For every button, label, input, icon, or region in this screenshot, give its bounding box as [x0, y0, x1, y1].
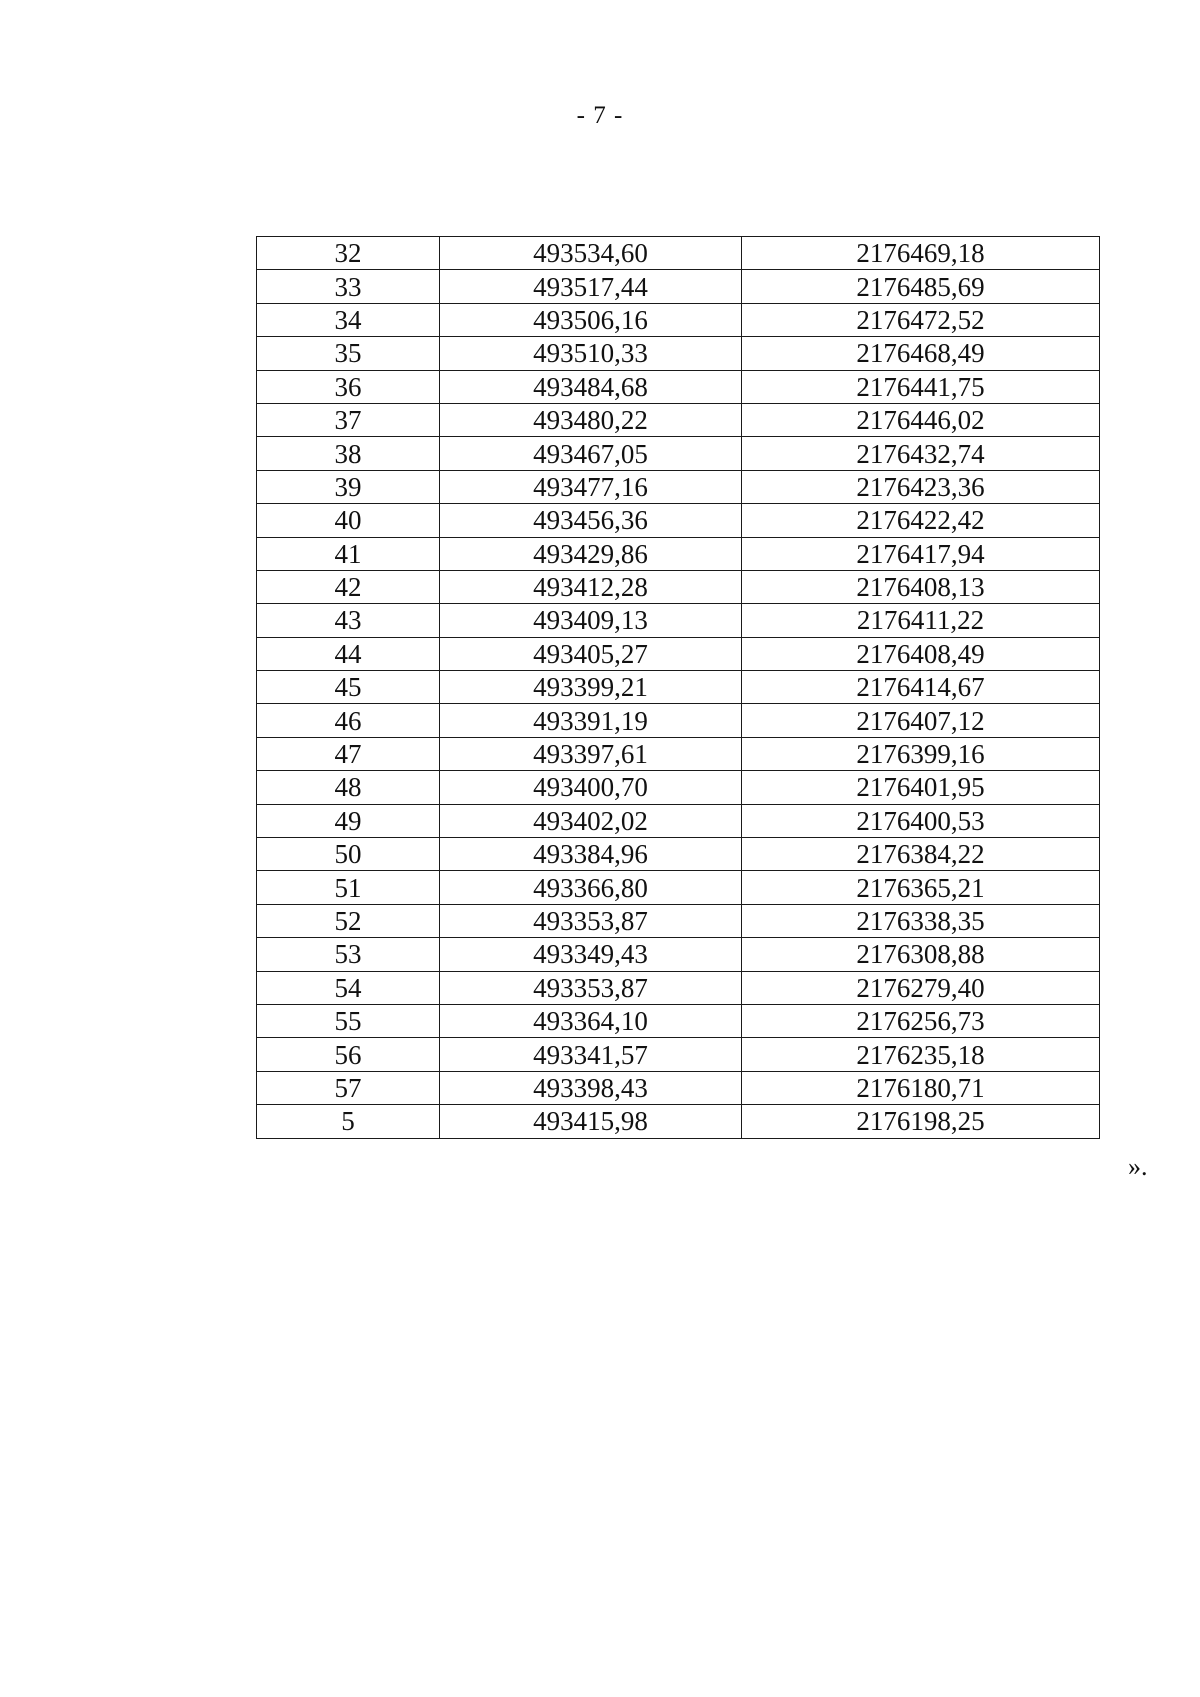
point-number-cell: 33 [257, 270, 440, 303]
y-coordinate-cell: 2176408,49 [742, 637, 1100, 670]
y-coordinate-cell: 2176469,18 [742, 237, 1100, 270]
y-coordinate-cell: 2176365,21 [742, 871, 1100, 904]
y-coordinate-cell: 2176485,69 [742, 270, 1100, 303]
table-row [257, 370, 1100, 403]
point-number-cell: 32 [257, 237, 440, 270]
table-row [257, 637, 1100, 670]
x-coordinate-cell: 493510,33 [440, 337, 742, 370]
table-row [257, 838, 1100, 871]
table-row [257, 671, 1100, 704]
x-coordinate-cell: 493341,57 [440, 1038, 742, 1071]
y-coordinate-cell: 2176468,49 [742, 337, 1100, 370]
point-number-cell: 35 [257, 337, 440, 370]
point-number-cell: 52 [257, 904, 440, 937]
table-row [257, 904, 1100, 937]
point-number-cell: 55 [257, 1004, 440, 1037]
y-coordinate-cell: 2176384,22 [742, 838, 1100, 871]
table-row [257, 1105, 1100, 1138]
table-row [257, 704, 1100, 737]
table-row [257, 1038, 1100, 1071]
x-coordinate-cell: 493391,19 [440, 704, 742, 737]
y-coordinate-cell: 2176235,18 [742, 1038, 1100, 1071]
point-number-cell: 47 [257, 737, 440, 770]
x-coordinate-cell: 493484,68 [440, 370, 742, 403]
y-coordinate-cell: 2176417,94 [742, 537, 1100, 570]
y-coordinate-cell: 2176414,67 [742, 671, 1100, 704]
x-coordinate-cell: 493506,16 [440, 303, 742, 336]
page-number: - 7 - [576, 102, 624, 129]
y-coordinate-cell: 2176407,12 [742, 704, 1100, 737]
x-coordinate-cell: 493405,27 [440, 637, 742, 670]
x-coordinate-cell: 493429,86 [440, 537, 742, 570]
point-number-cell: 5 [257, 1105, 440, 1138]
table-row [257, 871, 1100, 904]
x-coordinate-cell: 493480,22 [440, 403, 742, 436]
table-row [257, 604, 1100, 637]
point-number-cell: 51 [257, 871, 440, 904]
x-coordinate-cell: 493353,87 [440, 971, 742, 1004]
y-coordinate-cell: 2176446,02 [742, 403, 1100, 436]
point-number-cell: 53 [257, 938, 440, 971]
point-number-cell: 48 [257, 771, 440, 804]
x-coordinate-cell: 493349,43 [440, 938, 742, 971]
x-coordinate-cell: 493402,02 [440, 804, 742, 837]
point-number-cell: 45 [257, 671, 440, 704]
x-coordinate-cell: 493415,98 [440, 1105, 742, 1138]
table-row [257, 1071, 1100, 1104]
y-coordinate-cell: 2176399,16 [742, 737, 1100, 770]
y-coordinate-cell: 2176432,74 [742, 437, 1100, 470]
table-row [257, 938, 1100, 971]
y-coordinate-cell: 2176198,25 [742, 1105, 1100, 1138]
table-row [257, 403, 1100, 436]
x-coordinate-cell: 493384,96 [440, 838, 742, 871]
point-number-cell: 37 [257, 403, 440, 436]
table-row [257, 737, 1100, 770]
x-coordinate-cell: 493397,61 [440, 737, 742, 770]
point-number-cell: 44 [257, 637, 440, 670]
point-number-cell: 40 [257, 504, 440, 537]
x-coordinate-cell: 493456,36 [440, 504, 742, 537]
closing-quote-mark: ». [1128, 1152, 1148, 1181]
point-number-cell: 57 [257, 1071, 440, 1104]
y-coordinate-cell: 2176401,95 [742, 771, 1100, 804]
coordinates-table [256, 236, 1100, 1139]
table-row [257, 804, 1100, 837]
x-coordinate-cell: 493534,60 [440, 237, 742, 270]
y-coordinate-cell: 2176279,40 [742, 971, 1100, 1004]
point-number-cell: 56 [257, 1038, 440, 1071]
point-number-cell: 43 [257, 604, 440, 637]
table-row [257, 570, 1100, 603]
table-row [257, 337, 1100, 370]
point-number-cell: 46 [257, 704, 440, 737]
x-coordinate-cell: 493400,70 [440, 771, 742, 804]
y-coordinate-cell: 2176411,22 [742, 604, 1100, 637]
x-coordinate-cell: 493364,10 [440, 1004, 742, 1037]
table-row [257, 237, 1100, 270]
table-row [257, 771, 1100, 804]
x-coordinate-cell: 493409,13 [440, 604, 742, 637]
point-number-cell: 38 [257, 437, 440, 470]
table-row [257, 437, 1100, 470]
table-row [257, 303, 1100, 336]
y-coordinate-cell: 2176308,88 [742, 938, 1100, 971]
point-number-cell: 41 [257, 537, 440, 570]
point-number-cell: 39 [257, 470, 440, 503]
table-row [257, 971, 1100, 1004]
table-row [257, 270, 1100, 303]
y-coordinate-cell: 2176256,73 [742, 1004, 1100, 1037]
coordinates-table-body [257, 237, 1100, 1139]
x-coordinate-cell: 493399,21 [440, 671, 742, 704]
x-coordinate-cell: 493366,80 [440, 871, 742, 904]
y-coordinate-cell: 2176400,53 [742, 804, 1100, 837]
x-coordinate-cell: 493517,44 [440, 270, 742, 303]
x-coordinate-cell: 493398,43 [440, 1071, 742, 1104]
table-row [257, 537, 1100, 570]
table-row [257, 1004, 1100, 1037]
point-number-cell: 42 [257, 570, 440, 603]
point-number-cell: 34 [257, 303, 440, 336]
x-coordinate-cell: 493477,16 [440, 470, 742, 503]
y-coordinate-cell: 2176408,13 [742, 570, 1100, 603]
point-number-cell: 49 [257, 804, 440, 837]
x-coordinate-cell: 493353,87 [440, 904, 742, 937]
table-row [257, 470, 1100, 503]
table-row [257, 504, 1100, 537]
x-coordinate-cell: 493412,28 [440, 570, 742, 603]
y-coordinate-cell: 2176422,42 [742, 504, 1100, 537]
y-coordinate-cell: 2176472,52 [742, 303, 1100, 336]
point-number-cell: 54 [257, 971, 440, 1004]
y-coordinate-cell: 2176423,36 [742, 470, 1100, 503]
point-number-cell: 36 [257, 370, 440, 403]
point-number-cell: 50 [257, 838, 440, 871]
y-coordinate-cell: 2176441,75 [742, 370, 1100, 403]
y-coordinate-cell: 2176338,35 [742, 904, 1100, 937]
x-coordinate-cell: 493467,05 [440, 437, 742, 470]
y-coordinate-cell: 2176180,71 [742, 1071, 1100, 1104]
